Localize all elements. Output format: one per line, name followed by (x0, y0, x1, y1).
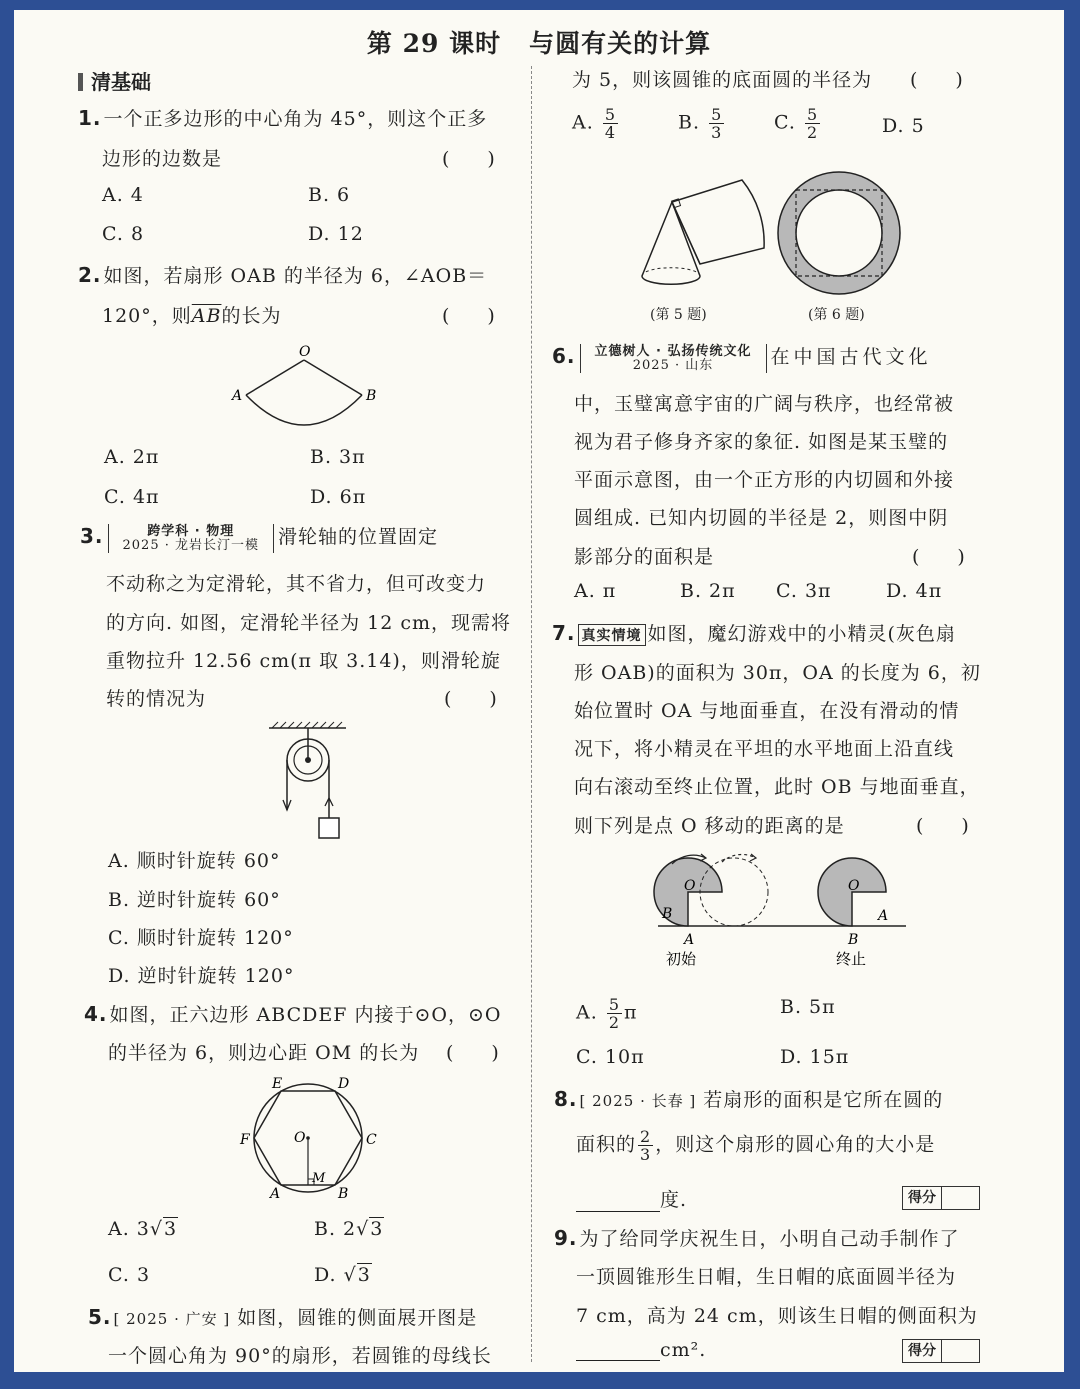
q6-source-tag: 立德树人 · 弘扬传统文化 2025 · 山东 (580, 344, 767, 373)
q6-line3: 视为君子修身齐家的象征. 如图是某玉璧的 (574, 431, 949, 453)
q2-sector-figure (224, 340, 394, 440)
q9-answer-blank[interactable] (576, 1342, 660, 1361)
q1-option-d[interactable]: D. 12 (308, 223, 364, 245)
q4-answer-paren[interactable]: ( ) (446, 1042, 499, 1064)
q1-answer-paren[interactable]: ( ) (442, 148, 495, 170)
q5-option-b[interactable]: B. $\frac{5}{3}$ (678, 105, 723, 142)
q3-source-tag: 跨学科 · 物理 2025 · 龙岩长汀一模 (108, 524, 274, 553)
q5-caption: (第 5 题) (650, 307, 707, 323)
q3-line1: 3. 跨学科 · 物理 2025 · 龙岩长汀一模 滑轮轴的位置固定 (80, 523, 439, 553)
q5-option-d[interactable]: D. 5 (882, 115, 925, 137)
q7-option-b[interactable]: B. 5π (780, 996, 836, 1018)
q7-line5: 向右滚动至终止位置，此时 OB 与地面垂直， (574, 776, 980, 798)
q7-start-label-o: O (684, 878, 696, 894)
q4-line2: 的半径为 6，则边心距 OM 的长为 (108, 1042, 420, 1064)
q7-end-label-o: O (848, 878, 860, 894)
q7-line1: 7. 真实情境 如图，魔幻游戏中的小精灵(灰色扇 (552, 621, 956, 645)
q6-caption: (第 6 题) (808, 307, 865, 323)
q5-option-a[interactable]: A. $\frac{5}{4}$ (572, 105, 616, 142)
worksheet-page (14, 10, 1064, 1372)
q7-end-label-a: A (878, 908, 889, 924)
q7-answer-paren[interactable]: ( ) (916, 815, 969, 837)
q8-line1: 8. [ 2025 · 长春 ] 若扇形的面积是它所在圆的 (554, 1087, 944, 1111)
q7-line4: 况下，将小精灵在平坦的水平地面上沿直线 (574, 738, 955, 760)
lesson-topic: 与圆有关的计算 (529, 29, 712, 58)
q4-hexagon-figure (236, 1072, 386, 1202)
q6-line5: 圆组成. 已知内切圆的半径是 2，则图中阴 (574, 507, 949, 529)
q6-line2: 中，玉璧寓意宇宙的广阔与秩序，也经常被 (574, 393, 955, 415)
q4-option-d[interactable]: D. √3 (314, 1264, 371, 1286)
q7-option-d[interactable]: D. 15π (780, 1046, 850, 1068)
q7-option-c[interactable]: C. 10π (576, 1046, 645, 1068)
q3-line5: 转的情况为 (106, 688, 207, 710)
q6-option-b[interactable]: B. 2π (680, 580, 736, 602)
q8-answer-blank[interactable] (576, 1193, 660, 1212)
q4-option-c[interactable]: C. 3 (108, 1264, 151, 1286)
q6-answer-paren[interactable]: ( ) (912, 546, 965, 568)
q7-line3: 始位置时 OA 与地面垂直，在没有滑动的情 (574, 700, 960, 722)
q5-option-c[interactable]: C. $\frac{5}{2}$ (774, 105, 819, 142)
q8-line2: 面积的 $\frac{2}{3}$ ，则这个扇形的圆心角的大小是 (576, 1127, 936, 1164)
q4-label-b: B (338, 1186, 349, 1202)
q1-option-c[interactable]: C. 8 (102, 223, 145, 245)
page-title (14, 24, 1064, 60)
q7-end-caption: 终止 (836, 950, 867, 968)
q9-line4: cm². (576, 1339, 706, 1361)
q7-end-label-b: B (848, 932, 859, 948)
q7-start-label-a: A (684, 932, 695, 948)
q3-answer-paren[interactable]: ( ) (444, 688, 497, 710)
q5-answer-paren[interactable]: ( ) (910, 69, 963, 91)
q9-score-box[interactable]: 得分 (902, 1339, 980, 1363)
q2-label-o: O (299, 344, 311, 360)
q2-label-b: B (366, 388, 377, 404)
q8-line3: 度. (576, 1185, 687, 1212)
q7-rolling-figure (644, 846, 914, 972)
q2-option-b[interactable]: B. 3π (310, 446, 366, 468)
q6-option-d[interactable]: D. 4π (886, 580, 943, 602)
q1-line1: 1. 一个正多边形的中心角为 45°，则这个正多 (78, 106, 488, 130)
q5-line1: 5. [ 2025 · 广安 ] 如图，圆锥的侧面展开图是 (88, 1305, 478, 1329)
q7-context-tag: 真实情境 (578, 624, 646, 646)
q2-line2: 120°，则$\overline{AB}$的长为 (102, 305, 282, 327)
q4-option-b[interactable]: B. 2√3 (314, 1218, 384, 1240)
q5-line3: 为 5，则该圆锥的底面圆的半径为 (572, 69, 873, 91)
lesson-number: 第 29 课时 (366, 29, 502, 58)
q1-option-b[interactable]: B. 6 (308, 184, 351, 206)
q4-label-d: D (338, 1076, 350, 1092)
q2-label-a: A (232, 388, 243, 404)
q7-line2: 形 OAB)的面积为 30π，OA 的长度为 6，初 (574, 662, 981, 684)
q3-option-c[interactable]: C. 顺时针旋转 120° (108, 927, 294, 949)
q5-cone-figure (614, 168, 774, 298)
q9-line3: 7 cm，高为 24 cm，则该生日帽的侧面积为 (576, 1305, 978, 1327)
q4-label-f: F (240, 1132, 250, 1148)
q1-option-a[interactable]: A. 4 (102, 184, 144, 206)
q2-option-c[interactable]: C. 4π (104, 486, 160, 508)
q3-line3: 的方向. 如图，定滑轮半径为 12 cm，现需将 (106, 612, 511, 634)
column-divider (531, 66, 532, 1362)
q2-option-d[interactable]: D. 6π (310, 486, 367, 508)
q4-line1: 4. 如图，正六边形 ABCDEF 内接于⊙O，⊙O (84, 1002, 502, 1026)
q8-score-box[interactable]: 得分 (902, 1186, 980, 1210)
q7-option-a[interactable]: A. $\frac{5}{2}$ π (576, 995, 638, 1032)
q7-start-label-b: B (662, 906, 673, 922)
q3-line4: 重物拉升 12.56 cm(π 取 3.14)，则滑轮旋 (106, 650, 501, 672)
q6-line4: 平面示意图，由一个正方形的内切圆和外接 (574, 469, 955, 491)
q3-line2: 不动称之为定滑轮，其不省力，但可改变力 (106, 573, 487, 595)
q6-jade-disc-figure (772, 166, 906, 300)
q9-line2: 一顶圆锥形生日帽，生日帽的底面圆半径为 (576, 1266, 957, 1288)
q4-label-a: A (270, 1186, 281, 1202)
q6-option-c[interactable]: C. 3π (776, 580, 832, 602)
q3-pulley-figure (264, 718, 354, 840)
q3-option-b[interactable]: B. 逆时针旋转 60° (108, 889, 281, 911)
q9-line1: 9. 为了给同学庆祝生日，小明自己动手制作了 (554, 1226, 960, 1250)
q3-option-a[interactable]: A. 顺时针旋转 60° (108, 850, 281, 872)
q7-line6: 则下列是点 O 移动的距离的是 (574, 815, 845, 837)
q2-option-a[interactable]: A. 2π (104, 446, 160, 468)
section-heading: 清基础 (78, 66, 151, 95)
q3-option-d[interactable]: D. 逆时针旋转 120° (108, 965, 295, 987)
q2-line1: 2. 如图，若扇形 OAB 的半径为 6，∠AOB＝ (78, 263, 488, 287)
q5-line2: 一个圆心角为 90°的扇形，若圆锥的母线长 (108, 1345, 492, 1367)
q6-line1: 6. 立德树人 · 弘扬传统文化 2025 · 山东 在中国古代文化 (552, 343, 932, 373)
q2-answer-paren[interactable]: ( ) (442, 305, 495, 327)
q4-label-o: O (294, 1130, 306, 1146)
q4-label-e: E (272, 1076, 283, 1092)
q4-label-m: M (312, 1171, 326, 1186)
q4-option-a[interactable]: A. 3√3 (108, 1218, 178, 1240)
q6-option-a[interactable]: A. π (574, 580, 617, 602)
q1-line2: 边形的边数是 (102, 148, 223, 170)
q7-start-caption: 初始 (666, 950, 697, 968)
q4-label-c: C (366, 1132, 377, 1148)
q6-line6: 影部分的面积是 (574, 546, 715, 568)
